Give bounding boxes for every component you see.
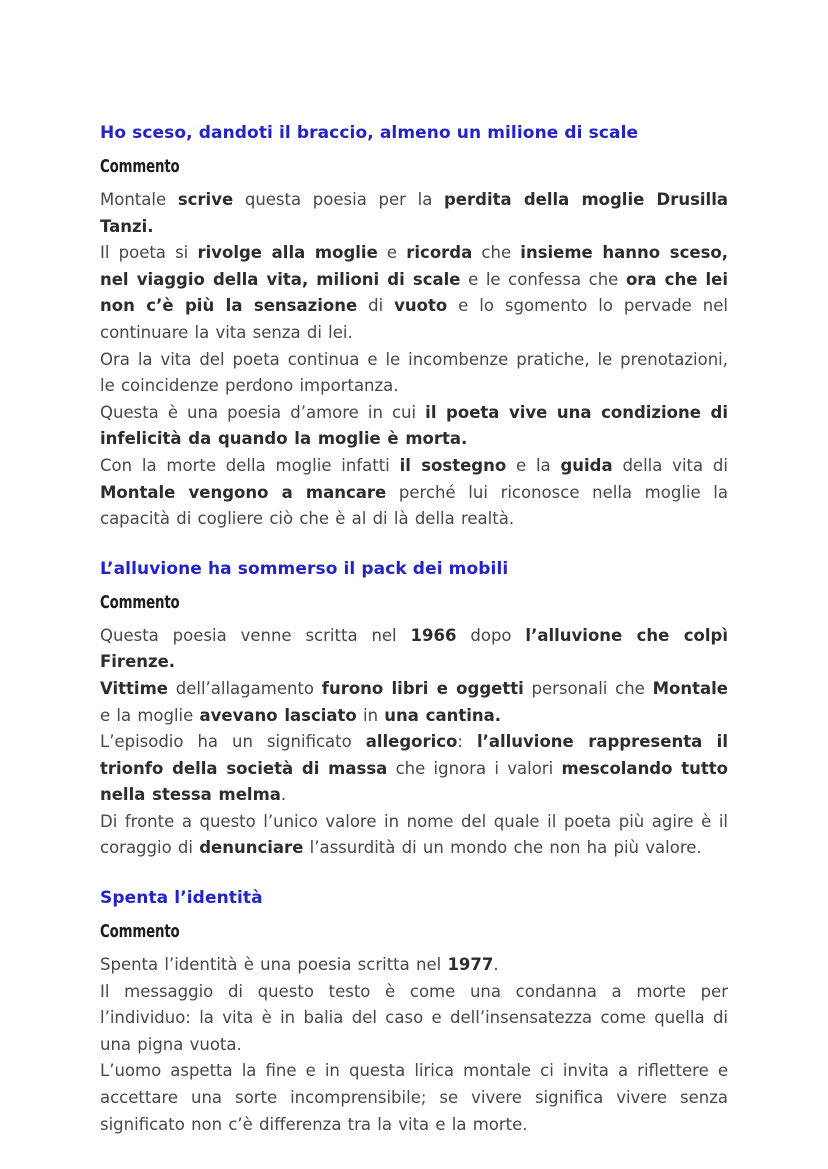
bold-text-segment: allegorico <box>365 732 458 752</box>
note-paragraph <box>100 347 728 400</box>
text-segment: che ignora i valori <box>387 758 562 778</box>
commento-subheading-text: Commento <box>100 591 180 613</box>
text-segment: di <box>357 296 395 316</box>
bold-text-segment: ricorda <box>406 243 473 263</box>
bold-text-segment: rivolge alla moglie <box>197 243 378 263</box>
text-segment: Il poeta si <box>100 243 198 263</box>
text-segment: della vita di <box>612 455 728 475</box>
bold-text-segment: perdita della moglie Drusilla Tanzi. <box>100 190 728 236</box>
bold-text-segment: vuoto <box>394 296 448 316</box>
bold-text-segment: l’alluvione rappresenta il trionfo della società di massa <box>100 732 728 778</box>
text-segment: Di fronte a questo l’unico valore in nome del quale il poeta più agire è il coraggio di <box>100 811 728 858</box>
note-paragraph <box>100 623 728 676</box>
bold-text-segment: mescolando tutto nella stessa melma <box>100 758 728 805</box>
text-segment: e le confessa che <box>460 269 626 289</box>
note-section <box>100 886 728 1138</box>
text-segment: questa poesia per la <box>233 190 444 209</box>
bold-text-segment: 1966 <box>410 625 457 645</box>
commento-subheading <box>100 592 728 613</box>
bold-text-segment: il poeta vive una condizione di infelicità da quando la moglie è morta. <box>100 402 728 449</box>
text-segment: Il messaggio di questo testo è come una condanna a morte per l’individuo: la vita è in balia del caso e dell’insensatezza come quella di una pigna vuota. <box>100 981 728 1054</box>
note-paragraph <box>100 979 728 1059</box>
commento-subheading-text: Commento <box>100 921 180 943</box>
note-paragraph <box>100 729 728 809</box>
text-segment: l’assurdità di un mondo che non ha più valore. <box>303 838 702 858</box>
text-segment: . <box>280 785 287 805</box>
note-paragraph <box>100 952 728 979</box>
bold-text-segment: Montale vengono a mancare <box>100 482 387 502</box>
bold-text-segment: guida <box>560 455 613 475</box>
text-segment: : <box>457 732 477 752</box>
bold-text-segment: Montale <box>652 678 728 698</box>
bold-text-segment: Vittime <box>100 678 168 698</box>
note-paragraph <box>100 400 728 453</box>
text-segment: L’uomo aspetta la fine e in questa lirica montale ci invita a riflettere e accettare una sorte incomprensibile; se vivere significa vivere senza significato non c’è differenza tra la vita e la morte. <box>100 1061 728 1134</box>
bold-text-segment: il sostegno <box>399 455 507 475</box>
text-segment: personali che <box>523 678 653 698</box>
bold-text-segment: avevano lasciato <box>199 705 357 725</box>
commento-subheading <box>100 921 728 942</box>
text-segment: dopo <box>456 625 526 645</box>
note-paragraph <box>100 809 728 862</box>
note-paragraph <box>100 453 728 533</box>
bold-text-segment: 1977 <box>447 955 494 975</box>
commento-subheading <box>100 156 728 177</box>
text-segment: . <box>493 955 499 975</box>
bold-text-segment: scrive <box>177 190 234 209</box>
note-paragraph <box>100 187 728 240</box>
text-segment: dell’allagamento <box>167 678 322 698</box>
text-segment: in <box>356 705 385 725</box>
bold-text-segment: l’alluvione che colpì Firenze. <box>100 625 728 672</box>
note-section <box>100 557 728 862</box>
text-segment: e lo sgomento lo pervade nel continuare la vita senza di lei. <box>100 296 728 342</box>
text-segment: Questa poesia venne scritta nel <box>100 625 411 645</box>
text-segment: L’episodio ha un significato <box>100 732 366 752</box>
section-title: L’alluvione ha sommerso il pack dei mobili <box>100 558 509 579</box>
bold-text-segment: insieme hanno sceso, nel viaggio della vita, milioni di scale <box>100 243 729 289</box>
text-segment: e <box>377 243 407 263</box>
bold-text-segment: furono libri e oggetti <box>321 678 524 698</box>
note-paragraph <box>100 240 728 346</box>
note-paragraph <box>100 676 728 729</box>
section-title: Ho sceso, dandoti il braccio, almeno un milione di scale <box>100 123 639 143</box>
note-section <box>100 121 728 533</box>
bold-text-segment: una cantina. <box>384 705 502 725</box>
commento-subheading-text: Commento <box>100 156 180 177</box>
text-segment: Questa è una poesia d’amore in cui <box>100 402 426 422</box>
text-segment: e la moglie <box>100 705 200 725</box>
text-segment: e la <box>506 455 561 475</box>
text-segment: perché lui riconosce nella moglie la capacità di cogliere ciò che è al di là della realtà. <box>100 482 728 529</box>
text-segment: Montale <box>100 190 178 209</box>
bold-text-segment: denunciare <box>199 838 304 858</box>
bold-text-segment: ora che lei non c’è più la sensazione <box>100 269 728 316</box>
note-paragraph <box>100 1058 728 1138</box>
text-segment: Ora la vita del poeta continua e le incombenze pratiche, le prenotazioni, le coincidenze perdono importanza. <box>100 349 728 396</box>
text-segment: Spenta l’identità è una poesia scritta nel <box>100 955 448 975</box>
text-segment: Con la morte della moglie infatti <box>100 455 400 475</box>
notes-content <box>100 121 728 1162</box>
text-segment: che <box>472 243 521 263</box>
section-title: Spenta l’identità <box>100 888 263 909</box>
